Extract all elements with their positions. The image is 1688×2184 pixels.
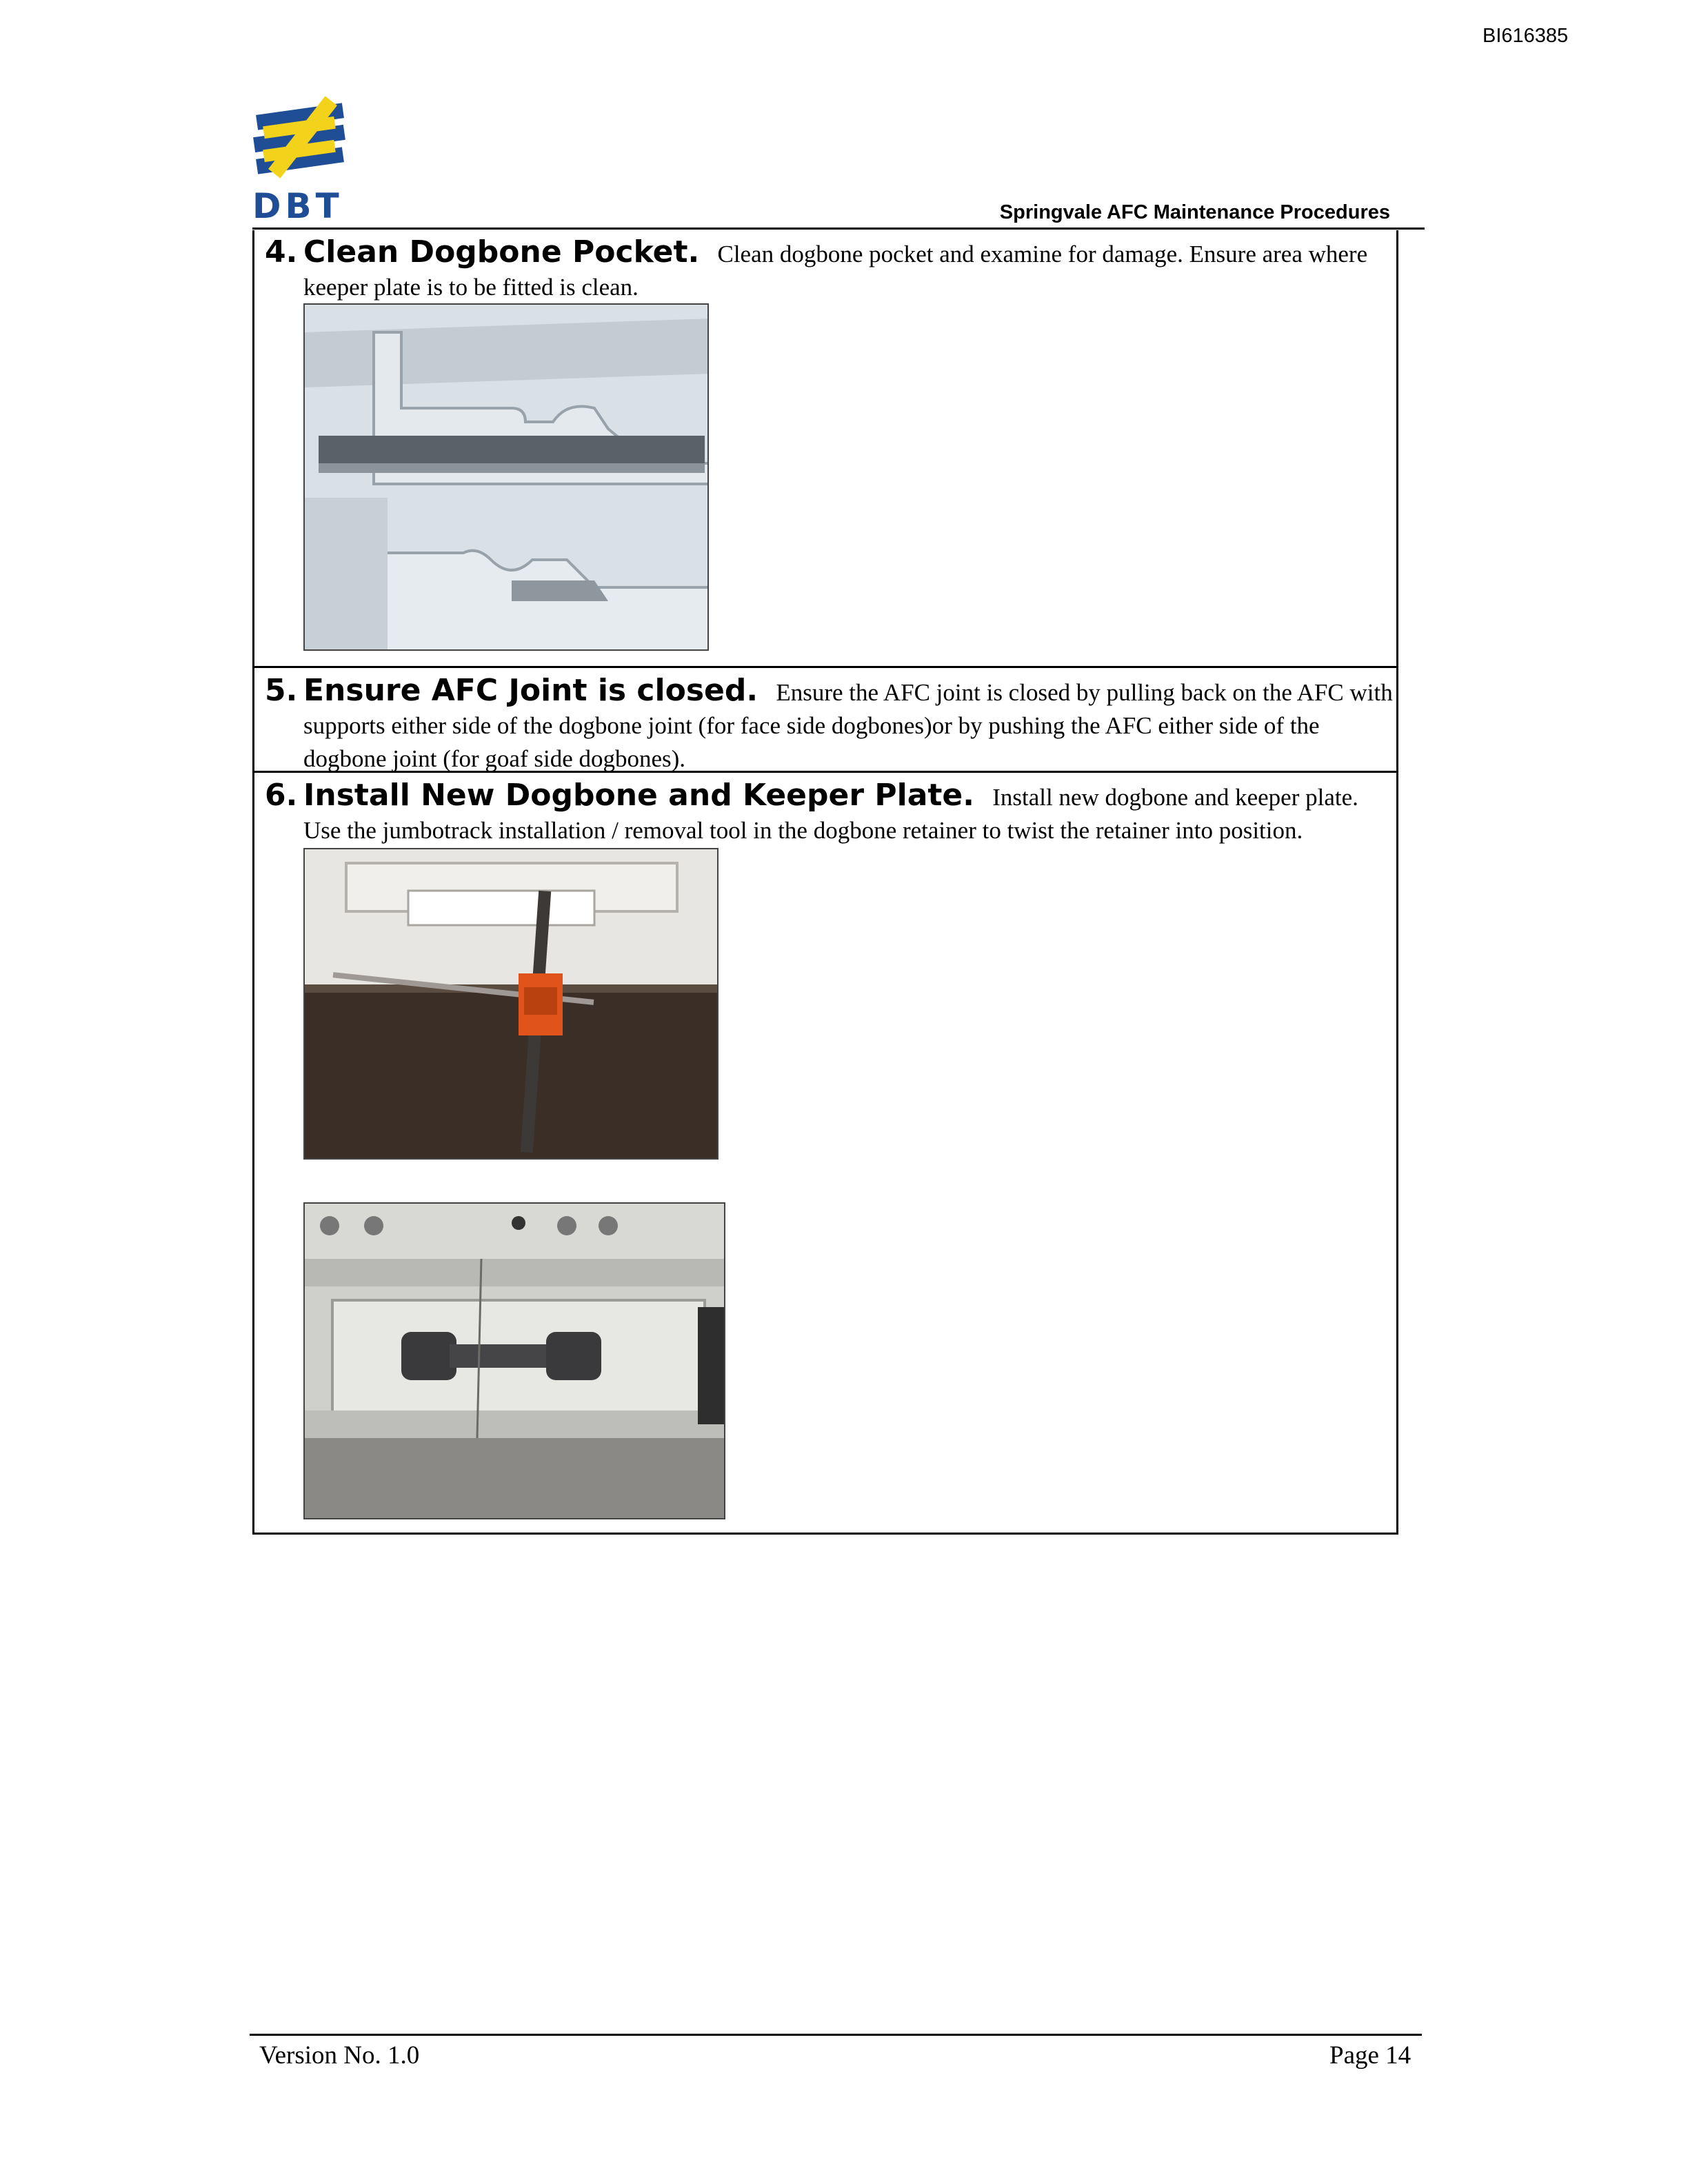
step-5-text: Ensure the AFC joint is closed by pulling back on the AFC with supports either side of the dogbone joint (for face side dogbones)or by pushing the AFC either side of the dogbone joint (for goaf side dogbones). bbox=[303, 679, 1393, 772]
dbt-logo bbox=[250, 88, 353, 226]
step-5-title: Ensure AFC Joint is closed. bbox=[303, 673, 758, 708]
step-5-content bbox=[303, 674, 1393, 776]
step-4-title: Clean Dogbone Pocket. bbox=[303, 234, 700, 270]
step-divider bbox=[252, 666, 1398, 668]
dbt-logo-mark bbox=[250, 88, 353, 185]
step-6-number: 6. bbox=[265, 778, 298, 813]
step-4-number: 4. bbox=[265, 234, 298, 270]
step-4-content bbox=[303, 236, 1393, 304]
installation-tool-photo bbox=[303, 848, 719, 1160]
step-6-text: Install new dogbone and keeper plate. Use the jumbotrack installation / removal tool in the dogbone retainer to twist the retainer into position. bbox=[303, 784, 1358, 844]
footer-version: Version No. 1.0 bbox=[259, 2041, 420, 2070]
logo-text: DBT bbox=[252, 186, 343, 226]
step-5-number: 5. bbox=[265, 673, 298, 708]
document-id: BI616385 bbox=[1483, 25, 1569, 47]
footer-page-number: Page 14 bbox=[1329, 2041, 1411, 2070]
installed-dogbone-photo bbox=[303, 1202, 725, 1519]
footer-rule bbox=[250, 2034, 1422, 2036]
installation-tool-image bbox=[305, 849, 719, 1160]
dogbone-pocket-photo bbox=[303, 303, 709, 651]
header-rule bbox=[252, 228, 1425, 230]
step-4-text: Clean dogbone pocket and examine for damage. Ensure area where keeper plate is to be fitted is clean. bbox=[303, 241, 1368, 301]
step-6-title: Install New Dogbone and Keeper Plate. bbox=[303, 778, 974, 813]
header-title: Springvale AFC Maintenance Procedures bbox=[999, 201, 1390, 223]
step-6-content bbox=[303, 779, 1393, 847]
installed-dogbone-image bbox=[305, 1204, 725, 1519]
dogbone-pocket-image bbox=[305, 305, 709, 651]
